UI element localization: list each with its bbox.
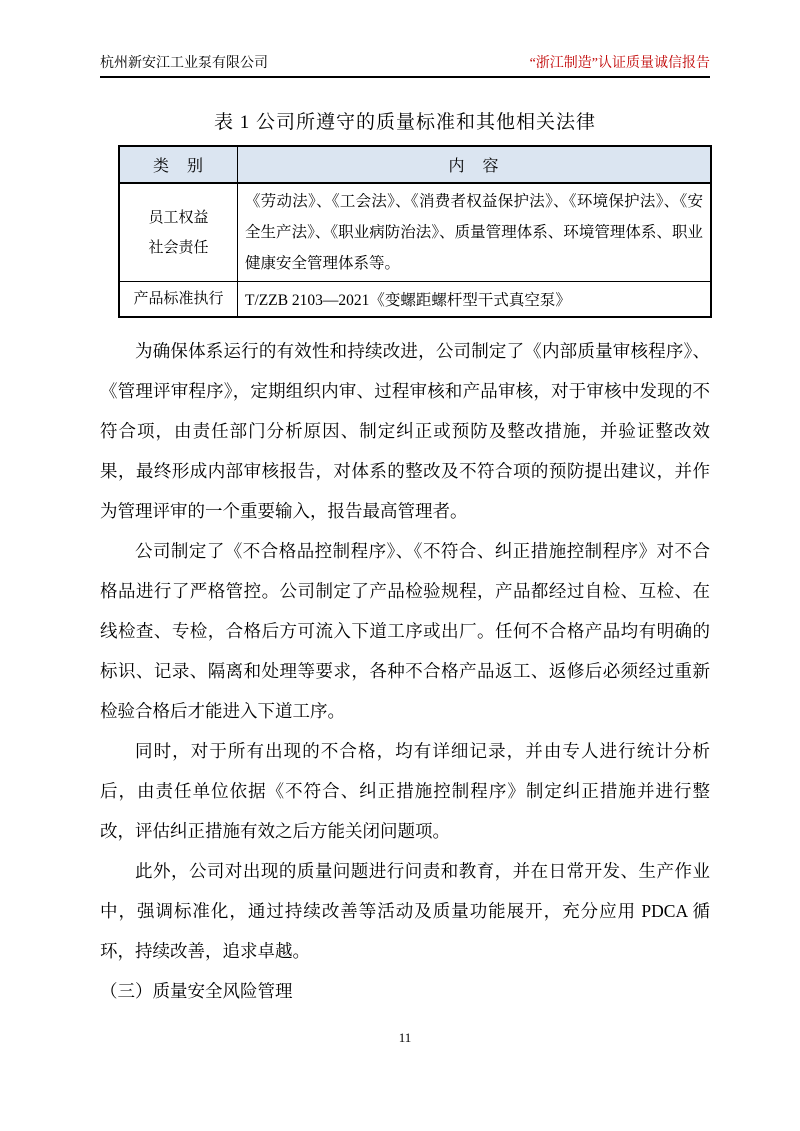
category-cell <box>119 183 238 282</box>
page-footer <box>100 1030 710 1046</box>
paragraph-nonconforming-control: 公司制定了《不合格品控制程序》、《不符合、纠正措施控制程序》对不合格品进行了严格管控。公司制定了产品检验规程，产品都经过自检、互检、在线检查、专检，合格后方可流入下道工序或出厂。任何不合格产品均有明确的标识、记录、隔离和处理等要求，各种不合格产品返工、返修后必须经过重新检验合格后才能进入下道工序。 <box>100 541 710 721</box>
section-heading: （三）质量安全风险管理 <box>100 981 293 1001</box>
paragraph-accountability-pdca: 此外，公司对出现的质量问题进行问责和教育，并在日常开发、生产作业中，强调标准化，通过持续改善等活动及质量功能展开，充分应用 PDCA 循环，持续改善，追求卓越。 <box>100 861 710 961</box>
page-header <box>100 55 710 78</box>
content-cell: T/ZZB 2103—2021《变螺距螺杆型干式真空泵》 <box>238 282 712 318</box>
table-title: 表 1 公司所遵守的质量标准和其他相关法律 <box>213 112 596 133</box>
paragraph-corrective-action: 同时，对于所有出现的不合格，均有详细记录，并由专人进行统计分析后，由责任单位依据《不符合、纠正措施控制程序》制定纠正措施并进行整改，评估纠正措施有效之后方能关闭问题项。 <box>100 741 710 841</box>
header-company-name: 杭州新安江工业泵有限公司 <box>100 56 268 71</box>
body-text <box>100 331 710 1011</box>
category-line: 社会责任 <box>148 239 209 256</box>
table-row-product-standard <box>119 282 711 318</box>
standards-table <box>118 145 712 318</box>
category-line: 员工权益 <box>148 209 209 226</box>
header-report-title: “浙江制造”认证质量诚信报告 <box>529 56 710 71</box>
table-row-employee-rights <box>119 183 711 282</box>
col-header-category: 类 别 <box>119 146 238 183</box>
col-header-content: 内 容 <box>238 146 712 183</box>
category-cell: 产品标准执行 <box>119 282 238 318</box>
content-cell: 《劳动法》、《工会法》、《消费者权益保护法》、《环境保护法》、《安全生产法》、《职业病防治法》、质量管理体系、环境管理体系、职业健康安全管理体系等。 <box>238 183 712 282</box>
table-header-row <box>119 146 711 183</box>
paragraph-internal-audit: 为确保体系运行的有效性和持续改进，公司制定了《内部质量审核程序》、《管理评审程序》，定期组织内审、过程审核和产品审核，对于审核中发现的不符合项，由责任部门分析原因、制定纠正或预防及整改措施，并验证整改效果，最终形成内部审核报告，对体系的整改及不符合项的预防提出建议，并作为管理评审的一个重要输入，报告最高管理者。 <box>100 341 710 521</box>
page-number: 11 <box>398 1030 412 1045</box>
